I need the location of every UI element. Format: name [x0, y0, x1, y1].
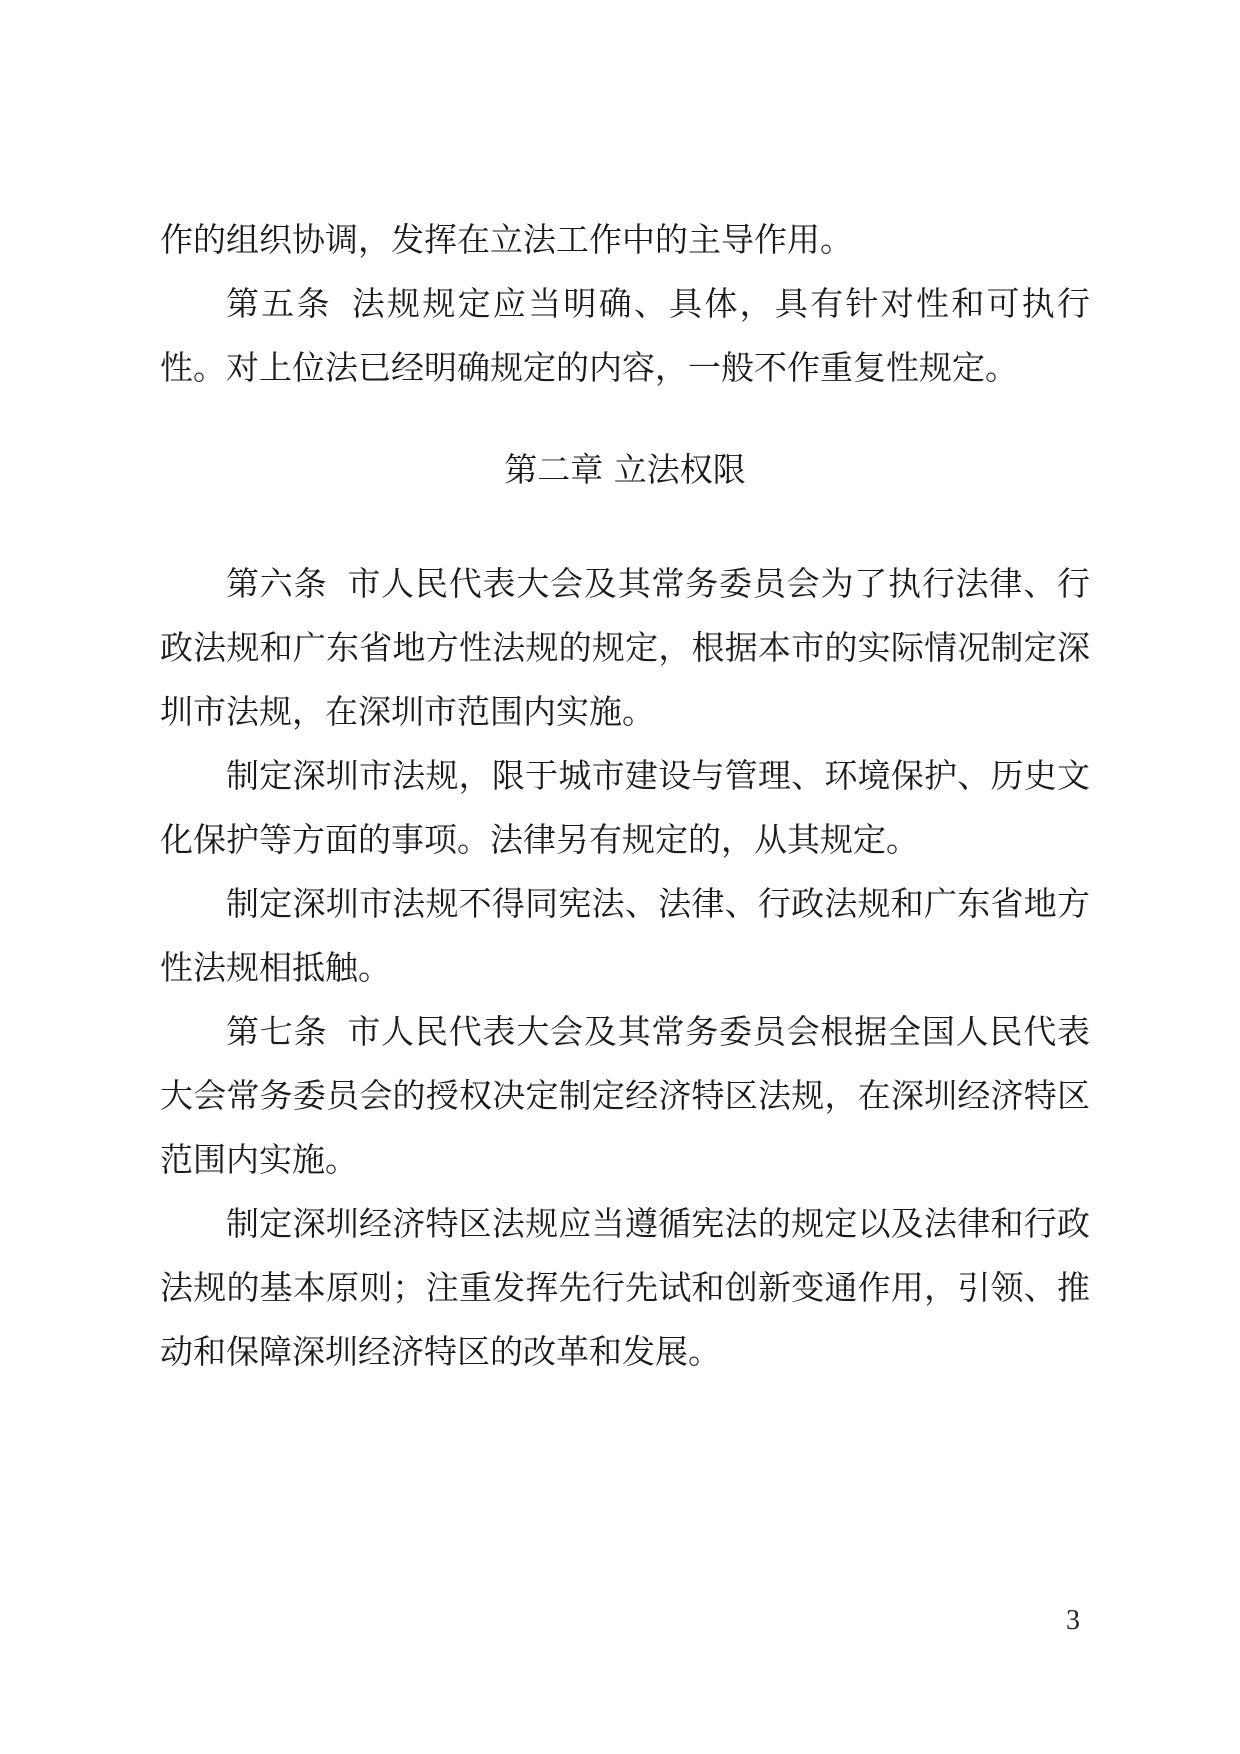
paragraph — [160, 744, 1090, 872]
paragraph-text: 制定深圳市法规不得同宪法、法律、行政法规和广东省地方性法规相抵触。 — [160, 884, 1090, 987]
paragraph-text: 市人民代表大会及其常务委员会根据全国人民代表大会常务委员会的授权决定制定经济特区法规，在深圳经济特区范围内实施。 — [160, 1012, 1090, 1179]
text-block-top — [160, 208, 1090, 400]
paragraph-article-7 — [160, 1000, 1090, 1192]
article-number: 第六条 — [226, 564, 328, 603]
paragraph-text: 法规规定应当明确、具体，具有针对性和可执行性。对上位法已经明确规定的内容，一般不作重复性规定。 — [160, 284, 1091, 387]
paragraph-text: 市人民代表大会及其常务委员会为了执行法律、行政法规和广东省地方性法规的规定，根据本市的实际情况制定深圳市法规，在深圳市范围内实施。 — [160, 564, 1090, 731]
paragraph-text: 制定深圳经济特区法规应当遵循宪法的规定以及法律和行政法规的基本原则；注重发挥先行先试和创新变通作用，引领、推动和保障深圳经济特区的改革和发展。 — [160, 1204, 1090, 1371]
paragraph — [160, 872, 1090, 1000]
paragraph-article-6 — [160, 552, 1090, 744]
article-number: 第七条 — [226, 1012, 328, 1051]
page-number: 3 — [1066, 1605, 1080, 1636]
chapter-heading: 第二章 立法权限 — [504, 450, 746, 489]
paragraph — [160, 1192, 1090, 1384]
paragraph-article-5 — [160, 272, 1090, 400]
text-block-chapter-2 — [160, 552, 1090, 1384]
paragraph-text: 作的组织协调，发挥在立法工作中的主导作用。 — [160, 220, 853, 259]
paragraph-text: 制定深圳市法规，限于城市建设与管理、环境保护、历史文化保护等方面的事项。法律另有规定的，从其规定。 — [160, 756, 1090, 859]
article-number: 第五条 — [226, 284, 332, 323]
paragraph — [160, 208, 1090, 272]
